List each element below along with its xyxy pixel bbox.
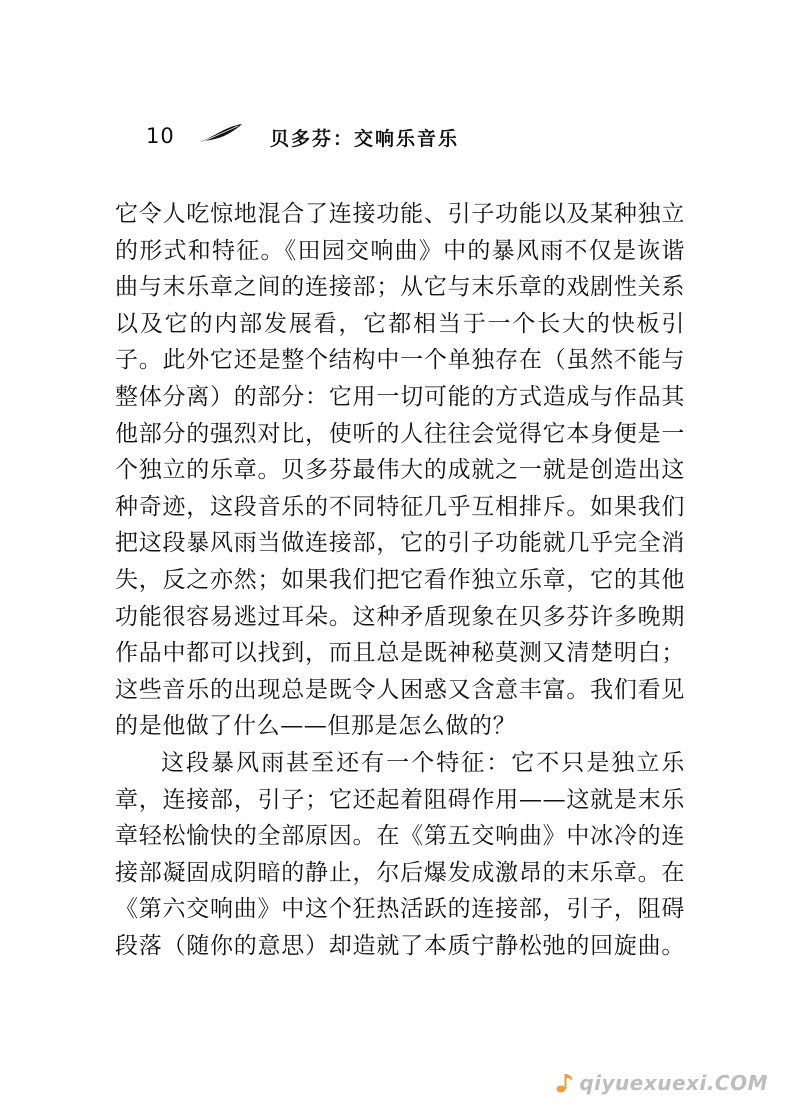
text-line: 的是他做了什么——但那是怎么做的？ <box>115 713 517 740</box>
music-note-icon <box>555 1072 575 1094</box>
paragraph-2 <box>115 745 685 965</box>
text-line: 曲与末乐章之间的连接部；从它与末乐章的戏剧性关系 <box>115 274 685 301</box>
text-line: 以及它的内部发展看，它都相当于一个长大的快板引 <box>115 310 685 337</box>
text-line: 段落（随你的意思）却造就了本质宁静松弛的回旋曲。 <box>115 932 685 959</box>
text-line: 它令人吃惊地混合了连接功能、引子功能以及某种独立 <box>115 201 685 227</box>
text-line: 功能很容易逃过耳朵。这种矛盾现象在贝多芬许多晚期 <box>115 603 685 630</box>
text-line: 子。此外它还是整个结构中一个单独存在（虽然不能与 <box>115 347 685 374</box>
text-line: 章，连接部，引子；它还起着阻碍作用——这就是末乐 <box>115 786 685 813</box>
text-line: 把这段暴风雨当做连接部，它的引子功能就几乎完全消 <box>115 530 685 557</box>
running-title: 贝多芬：交响乐音乐 <box>270 128 460 150</box>
text-line: 他部分的强烈对比，使听的人往往会觉得它本身便是一 <box>115 420 685 447</box>
text-line: 的形式和特征。《田园交响曲》中的暴风雨不仅是诙谐 <box>115 237 685 264</box>
site-watermark <box>555 1068 768 1098</box>
text-line: 章轻松愉快的全部原因。在《第五交响曲》中冰冷的连 <box>115 823 685 850</box>
watermark-text: qiyuexuexi.COM <box>579 1071 768 1095</box>
text-line: 作品中都可以找到，而且总是既神秘莫测又清楚明白； <box>115 640 685 667</box>
text-line: 这些音乐的出现总是既令人困惑又含意丰富。我们看见 <box>115 676 685 703</box>
running-header <box>146 118 666 154</box>
page-number: 10 <box>146 124 175 148</box>
text-line: 《第六交响曲》中这个狂热活跃的连接部，引子，阻碍 <box>115 896 685 923</box>
body-text <box>115 196 685 964</box>
paragraph-1 <box>115 196 685 745</box>
text-line: 个独立的乐章。贝多芬最伟大的成就之一就是创造出这 <box>115 457 685 484</box>
feather-icon <box>198 122 244 144</box>
text-line: 种奇迹，这段音乐的不同特征几乎互相排斥。如果我们 <box>115 493 685 520</box>
text-line: 这段暴风雨甚至还有一个特征：它不只是独立乐 <box>161 749 685 776</box>
text-line: 接部凝固成阴暗的静止，尔后爆发成激昂的末乐章。在 <box>115 859 685 886</box>
text-line: 失，反之亦然；如果我们把它看作独立乐章，它的其他 <box>115 566 685 593</box>
text-line: 整体分离）的部分：它用一切可能的方式造成与作品其 <box>115 383 685 410</box>
